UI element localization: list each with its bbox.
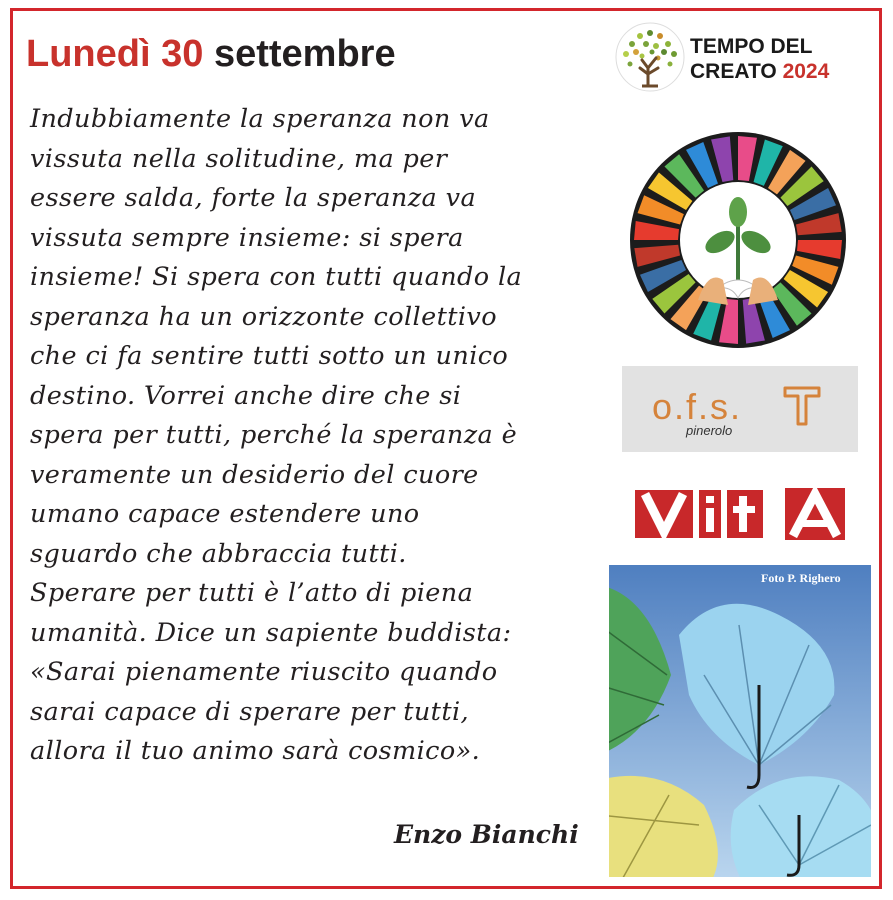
month: settembre (213, 33, 396, 75)
day-word: Lunedì (26, 33, 151, 75)
vita-logo (635, 486, 845, 542)
quote-line: spera per tutti, perché la speranza è (30, 420, 518, 450)
tau-cross-icon (782, 382, 822, 428)
quote-line: vissuta nella solitudine, ma per (30, 143, 448, 174)
quote-line: essere salda, forte la speranza va (30, 183, 477, 213)
quote-line: veramente un desiderio del cuore (30, 459, 479, 490)
ofs-text: o.f.s. (652, 386, 743, 427)
quote-text (30, 100, 600, 772)
quote-line: che ci fa sentire tutti sotto un unico (30, 341, 509, 371)
quote-line: speranza ha un orizzonte collettivo (30, 301, 497, 332)
day-number: 30 (161, 33, 204, 75)
quote-line: umanità. Dice un sapiente buddista: (30, 617, 512, 648)
hands-dove-logo (628, 130, 848, 350)
date-heading (26, 32, 396, 76)
quote-line: sarai capace di sperare per tutti, (30, 696, 470, 727)
ofs-subtitle: pinerolo (686, 423, 733, 438)
ofs-pinerolo-logo (622, 366, 858, 452)
quote-line: sguardo che abbraccia tutti. (30, 538, 407, 569)
quote-line: insieme! Si spera con tutti quando la (30, 262, 523, 292)
quote-line: allora il tuo animo sarà cosmico». (30, 736, 481, 766)
umbrellas-photo (609, 565, 871, 877)
quote-line: Indubbiamente la speranza non va (30, 104, 490, 134)
quote-line: «Sarai pienamente riuscito quando (30, 657, 498, 687)
quote-line: Sperare per tutti è l’atto di piena (30, 578, 474, 608)
quote-line: destino. Vorrei anche dire che si (30, 380, 462, 411)
quote-author: Enzo Bianchi (394, 820, 579, 849)
tempo-del-creato-title: TEMPO DEL CREATO 2024 (690, 35, 830, 83)
quote-line: vissuta sempre insieme: si spera (30, 222, 464, 253)
photo-credit: Foto P. Righero (761, 571, 841, 585)
quote-line: umano capace estendere uno (30, 499, 420, 529)
tree-icon (612, 22, 688, 92)
